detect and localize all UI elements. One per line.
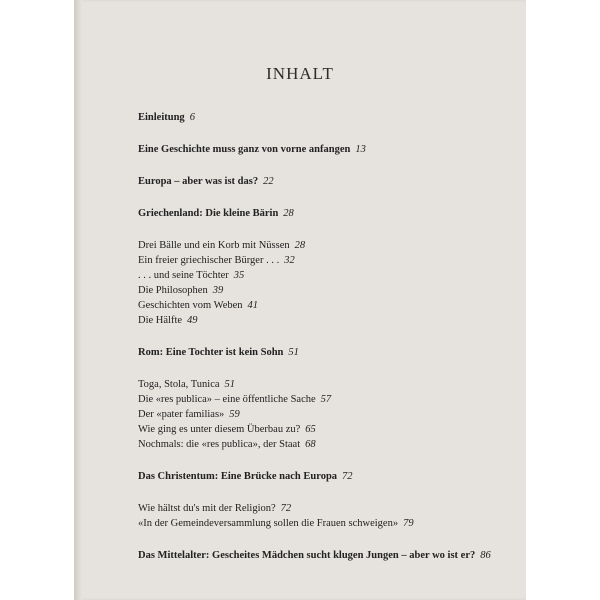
book-page <box>74 0 526 600</box>
toc-entry-title: Das Mittelalter: Gescheites Mädchen sucht klugen Jungen – aber wo ist er? <box>138 550 476 561</box>
toc-entry-title: Die Philosophen <box>138 285 208 296</box>
toc-chapter-entry <box>138 548 508 563</box>
toc-entry-page: 68 <box>305 439 316 450</box>
toc-subentry <box>138 268 508 283</box>
toc-subentry <box>138 298 508 313</box>
toc-entry-page: 59 <box>229 409 240 420</box>
toc-entry-title: Ein freier griechischer Bürger . . . <box>138 255 280 266</box>
toc-entry-title: Nochmals: die «res publica», der Staat <box>138 439 301 450</box>
toc-chapter-entry <box>138 142 508 157</box>
page-title: INHALT <box>266 64 334 83</box>
toc-entry-page: 6 <box>189 112 195 123</box>
toc-subentry <box>138 437 508 452</box>
toc-entry-title: Griechenland: Die kleine Bärin <box>138 208 279 219</box>
toc-subentry <box>138 516 508 531</box>
toc-subentry <box>138 422 508 437</box>
toc-section <box>138 548 508 563</box>
toc-section <box>138 142 508 157</box>
toc-entry-page: 57 <box>320 394 332 405</box>
toc-entry-title: Toga, Stola, Tunica <box>138 379 220 390</box>
toc-entry-page: 22 <box>263 176 274 187</box>
toc-entry-title: Rom: Eine Tochter ist kein Sohn <box>138 347 284 358</box>
toc-entry-title: Die «res publica» – eine öffentliche Sache <box>138 394 316 405</box>
toc-entry-title: Wie hältst du's mit der Religion? <box>138 503 276 514</box>
toc-entry-title: Die Hälfte <box>138 315 183 326</box>
toc-entry-page: 28 <box>283 208 294 219</box>
toc-entry-page: 65 <box>305 424 316 435</box>
toc-entry-page: 28 <box>294 240 306 251</box>
toc-chapter-entry <box>138 110 508 125</box>
toc-entry-title: . . . und seine Töchter <box>138 270 229 281</box>
toc-subentry <box>138 377 508 392</box>
toc-entry-page: 51 <box>224 379 236 390</box>
toc-chapter-entry <box>138 469 508 484</box>
toc-entry-title: Eine Geschichte muss ganz von vorne anfangen <box>138 144 351 155</box>
toc-entry-page: 39 <box>212 285 224 296</box>
toc-entry-page: 72 <box>342 471 353 482</box>
toc-section <box>138 174 508 189</box>
toc-chapter-entry <box>138 345 508 360</box>
toc-subentry <box>138 501 508 516</box>
toc-entry-page: 51 <box>288 347 299 358</box>
toc-section <box>138 206 508 221</box>
toc-subentry <box>138 313 508 328</box>
page-gutter <box>74 0 82 600</box>
toc-subentry <box>138 407 508 422</box>
toc-entry-title: Drei Bälle und ein Korb mit Nüssen <box>138 240 290 251</box>
toc-subentry <box>138 253 508 268</box>
toc-entry-page: 49 <box>187 315 198 326</box>
toc-subentry <box>138 392 508 407</box>
toc-section <box>138 345 508 360</box>
toc-entry-page: 86 <box>480 550 491 561</box>
toc-entry-page: 41 <box>247 300 259 311</box>
toc-chapter-entry <box>138 174 508 189</box>
toc-entry-title: Geschichten vom Weben <box>138 300 243 311</box>
toc-entry-title: «In der Gemeindeversammlung sollen die Frauen schweigen» <box>138 518 399 529</box>
toc-entry-page: 79 <box>403 518 414 529</box>
toc-entry-title: Wie ging es unter diesem Überbau zu? <box>138 424 301 435</box>
toc-entry-title: Europa – aber was ist das? <box>138 176 259 187</box>
toc-subentry <box>138 238 508 253</box>
table-of-contents <box>138 110 508 580</box>
toc-subentry <box>138 283 508 298</box>
toc-section <box>138 501 508 531</box>
toc-entry-title: Das Christentum: Eine Brücke nach Europa <box>138 471 338 482</box>
toc-entry-page: 35 <box>233 270 245 281</box>
toc-entry-title: Einleitung <box>138 112 185 123</box>
toc-entry-page: 72 <box>280 503 292 514</box>
toc-entry-page: 32 <box>284 255 295 266</box>
toc-section <box>138 469 508 484</box>
toc-entry-page: 13 <box>355 144 366 155</box>
toc-entry-title: Der «pater familias» <box>138 409 225 420</box>
toc-chapter-entry <box>138 206 508 221</box>
toc-section <box>138 110 508 125</box>
toc-section <box>138 377 508 452</box>
toc-section <box>138 238 508 328</box>
